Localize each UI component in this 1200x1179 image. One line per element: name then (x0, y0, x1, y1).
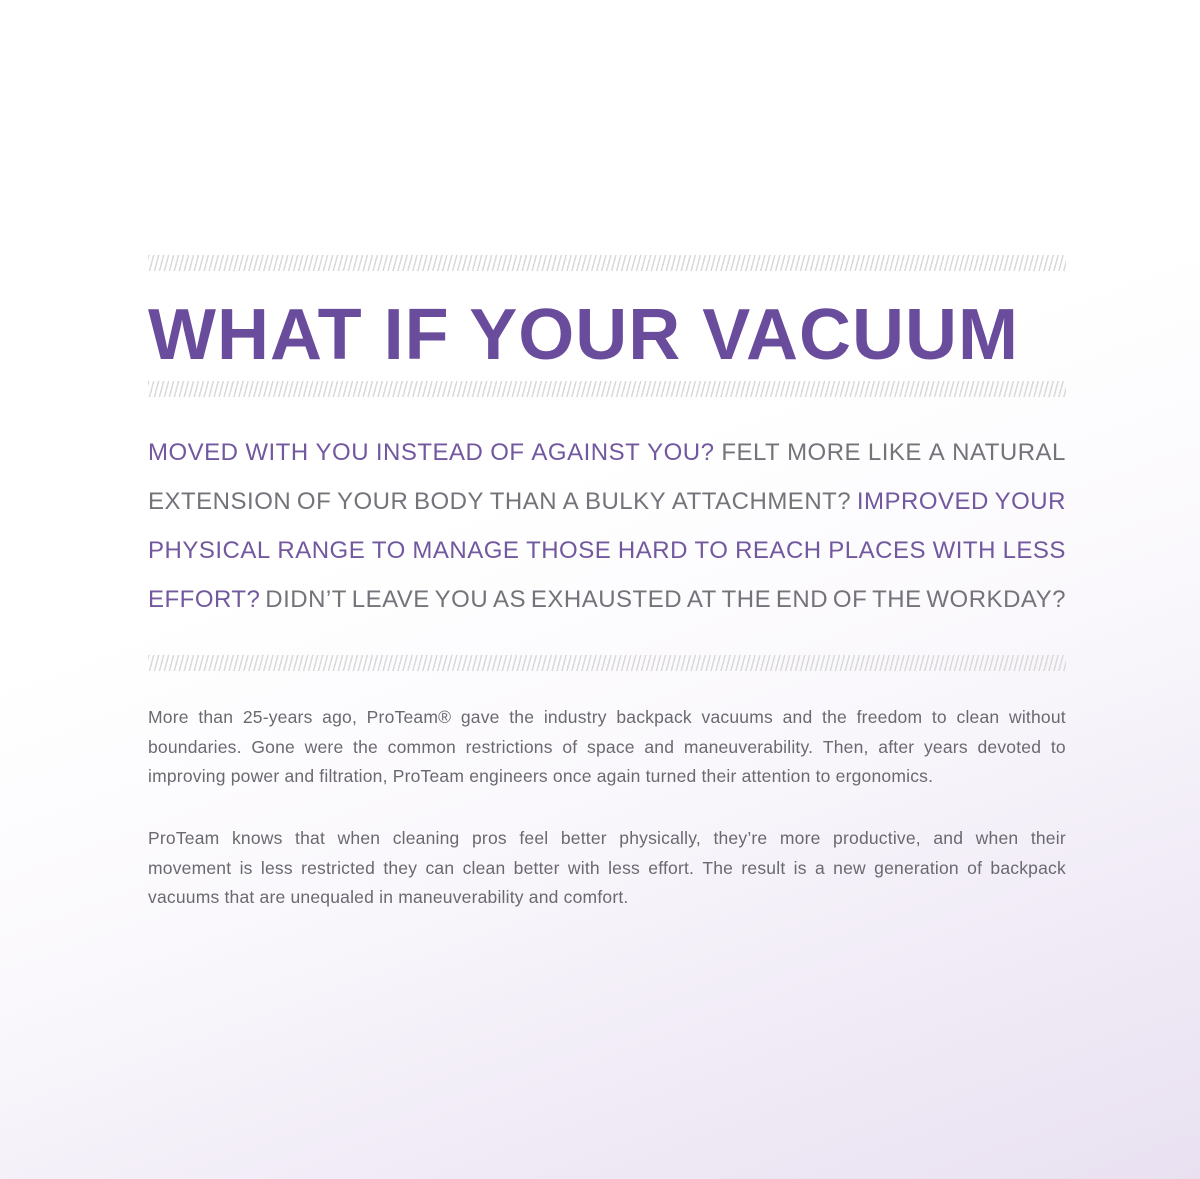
text-word: that (295, 828, 326, 848)
text-word: THOSE (526, 537, 612, 564)
text-word: LIKE (867, 439, 922, 466)
text-word: DIDN’T (265, 586, 347, 613)
text-line (148, 824, 1066, 854)
text-word: the (822, 707, 847, 727)
text-word: IMPROVED (856, 488, 989, 515)
text-word: WORKDAY? (926, 586, 1066, 613)
text-word: better (560, 828, 607, 848)
text-word: THE (721, 586, 772, 613)
text-word: ATTACHMENT? (671, 488, 852, 515)
body-paragraph-2 (148, 824, 1066, 913)
text-segment: vacuums that are unequaled in maneuverability and comfort. (148, 887, 629, 907)
text-line (148, 526, 1066, 575)
text-word: PHYSICAL (148, 537, 271, 564)
text-word: the (509, 707, 535, 727)
text-word: maneuverability. (683, 736, 814, 757)
text-word: YOU (434, 586, 489, 613)
text-line (148, 854, 1066, 884)
text-word: were (304, 736, 344, 757)
text-word: Gone (251, 736, 295, 757)
text-word: can (425, 857, 455, 878)
text-word: EXTENSION (148, 488, 292, 515)
text-word: BODY (413, 488, 484, 515)
text-word: new (833, 857, 866, 878)
text-word: RANGE (277, 537, 366, 564)
text-word: LESS (1002, 537, 1066, 564)
text-word: EXHAUSTED (530, 586, 683, 613)
text-word: clean (956, 707, 1000, 727)
text-word: they’re (713, 828, 768, 848)
text-word: AGAINST (531, 439, 641, 466)
text-line (148, 575, 1066, 624)
text-word: cleaning (392, 828, 460, 848)
hatch-band-under-title (148, 381, 1066, 397)
text-word: MORE (787, 439, 862, 466)
text-word: OF (490, 439, 525, 466)
text-word: More (148, 707, 189, 727)
text-word: A (562, 488, 580, 515)
text-word: END (775, 586, 829, 613)
text-word: PLACES (828, 537, 926, 564)
text-word: and (933, 828, 964, 848)
text-word: ProTeam (148, 828, 220, 848)
text-word: pros (471, 828, 507, 848)
text-word: OF (832, 586, 868, 613)
text-line (148, 883, 1066, 913)
text-line (148, 428, 1066, 477)
text-word: HARD (617, 537, 688, 564)
text-word: AS (493, 586, 527, 613)
hatch-band-top (148, 255, 1066, 271)
text-word: REACH (735, 537, 822, 564)
text-word: when (975, 828, 1019, 848)
text-word: a (814, 857, 825, 878)
text-word: effort. (648, 857, 695, 878)
text-word: MOVED (148, 439, 239, 466)
text-word: productive, (833, 828, 921, 848)
text-word: movement (148, 857, 232, 878)
text-word: common (387, 736, 456, 757)
text-word: Then, (822, 736, 869, 757)
text-word: is (793, 857, 807, 878)
text-word: of (967, 857, 983, 878)
text-word: restricted (301, 857, 376, 878)
text-word: knows (231, 828, 283, 848)
text-line (148, 477, 1066, 526)
text-word: OF (296, 488, 332, 515)
text-word: to (1050, 736, 1066, 757)
text-word: gave (460, 707, 500, 727)
text-word: vacuums (701, 707, 773, 727)
text-word: space (587, 736, 635, 757)
text-word: backpack (990, 857, 1066, 878)
text-word: clean (462, 857, 506, 878)
text-word: EFFORT? (148, 586, 261, 613)
text-word: WITH (245, 439, 309, 466)
subheadline-paragraph (148, 428, 1066, 624)
hatch-band-middle (148, 655, 1066, 671)
text-word: less (260, 857, 293, 878)
text-word: ProTeam® (366, 707, 452, 727)
text-word: they (383, 857, 418, 878)
text-word: INSTEAD (375, 439, 484, 466)
text-word: more (779, 828, 821, 848)
page-title: WHAT IF YOUR VACUUM (148, 295, 1019, 375)
text-word: generation (874, 857, 959, 878)
text-word: without (1009, 707, 1066, 727)
text-word: result (741, 857, 786, 878)
text-word: LEAVE (351, 586, 430, 613)
text-word: The (702, 857, 734, 878)
text-word: restrictions (465, 736, 553, 757)
text-word: physically, (619, 828, 701, 848)
text-word: industry (543, 707, 607, 727)
text-word: AT (686, 586, 717, 613)
text-word: to (931, 707, 947, 727)
text-word: is (239, 857, 253, 878)
text-word: of (562, 736, 578, 757)
text-word: freedom (856, 707, 923, 727)
body-paragraph-1 (148, 703, 1066, 792)
text-word: their (1030, 828, 1066, 848)
text-word: BULKY (584, 488, 667, 515)
text-word: and (644, 736, 675, 757)
text-word: less (608, 857, 640, 878)
text-word: ago, (322, 707, 358, 727)
text-line (148, 762, 1066, 792)
text-word: MANAGE (412, 537, 520, 564)
text-word: backpack (616, 707, 692, 727)
text-word: TO (694, 537, 729, 564)
text-word: years (923, 736, 968, 757)
text-word: A (928, 439, 946, 466)
text-word: 25-years (242, 707, 313, 727)
text-word: feel (519, 828, 549, 848)
text-word: TO (371, 537, 406, 564)
text-word: boundaries. (148, 736, 242, 757)
text-word: WITH (932, 537, 996, 564)
text-word: FELT (721, 439, 781, 466)
text-word: better (513, 857, 560, 878)
text-word: THE (872, 586, 922, 613)
text-word: THAN (489, 488, 558, 515)
text-word: and (782, 707, 813, 727)
text-word: NATURAL (952, 439, 1066, 466)
text-word: YOUR (336, 488, 409, 515)
text-word: YOU? (647, 439, 715, 466)
text-word: the (353, 736, 378, 757)
text-word: YOUR (994, 488, 1066, 515)
text-word: with (567, 857, 600, 878)
text-word: after (878, 736, 915, 757)
text-segment: improving power and filtration, ProTeam engineers once again turned their attention to ergonomics. (148, 766, 934, 786)
text-word: when (337, 828, 381, 848)
text-word: YOU (315, 439, 370, 466)
text-word: than (198, 707, 234, 727)
text-line (148, 703, 1066, 733)
text-line (148, 733, 1066, 763)
text-word: devoted (977, 736, 1042, 757)
